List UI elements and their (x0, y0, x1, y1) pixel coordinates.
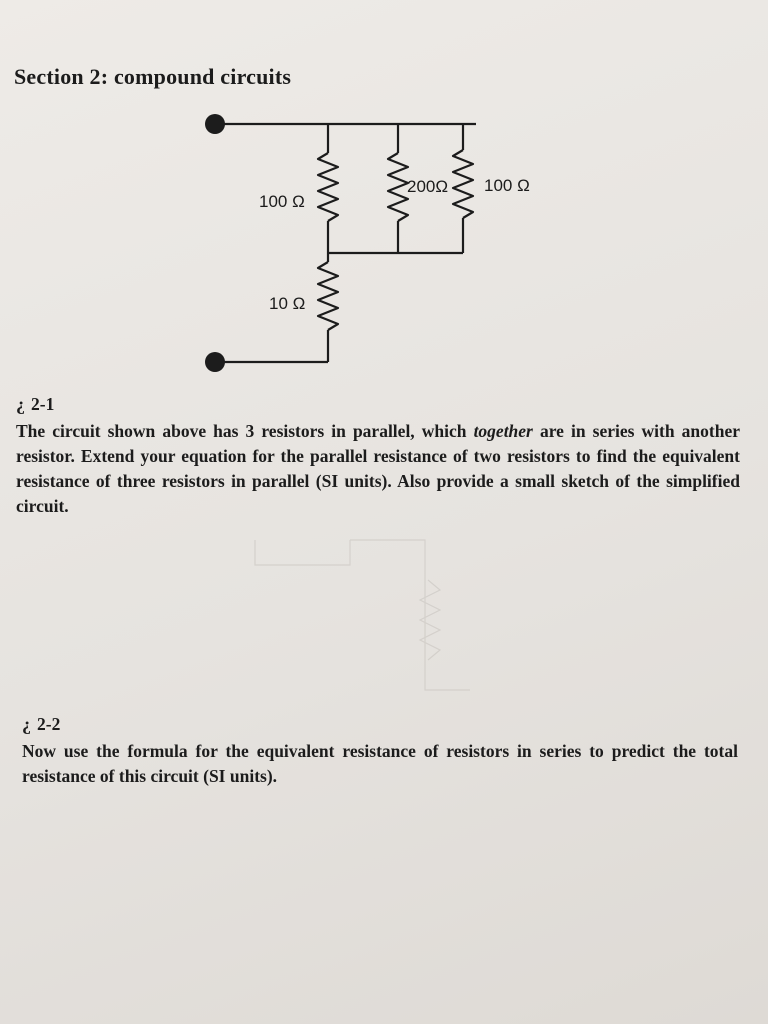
question-text: Now use the formula for the equivalent resistance of resistors in series to predict the total resistance of this circuit (SI units). (22, 741, 738, 786)
question-mark-icon: ¿ (16, 394, 25, 414)
resistor-label-3: 100 Ω (484, 176, 530, 195)
question-2-1 (16, 392, 740, 519)
question-number (16, 392, 740, 417)
resistor-200-ohm (388, 153, 408, 221)
resistor-100-ohm-right (453, 150, 473, 218)
question-number (22, 712, 738, 737)
section-title: Section 2: compound circuits (14, 64, 292, 89)
question-text: The circuit shown above has 3 resistors in parallel, which together are in series with another resistor. Extend your equation for the parallel resistance of two resistors to find the equivalent resistance of three resistors in parallel (SI units). Also provide a small sketch of the simplified circuit. (16, 421, 740, 516)
question-2-2 (22, 712, 738, 789)
resistor-label-4: 10 Ω (269, 294, 306, 313)
terminal-bottom (205, 352, 225, 372)
emphasis-together: together (473, 421, 533, 441)
question-number-label: 2-2 (37, 714, 61, 734)
resistor-label-1: 100 Ω (259, 192, 305, 211)
resistor-10-ohm (318, 262, 338, 330)
question-number-label: 2-1 (31, 394, 55, 414)
resistor-label-2: 200Ω (407, 177, 449, 196)
circuit-diagram (0, 0, 768, 400)
terminal-top (205, 114, 225, 134)
question-mark-icon: ¿ (22, 714, 31, 734)
resistor-100-ohm-left (318, 153, 338, 221)
